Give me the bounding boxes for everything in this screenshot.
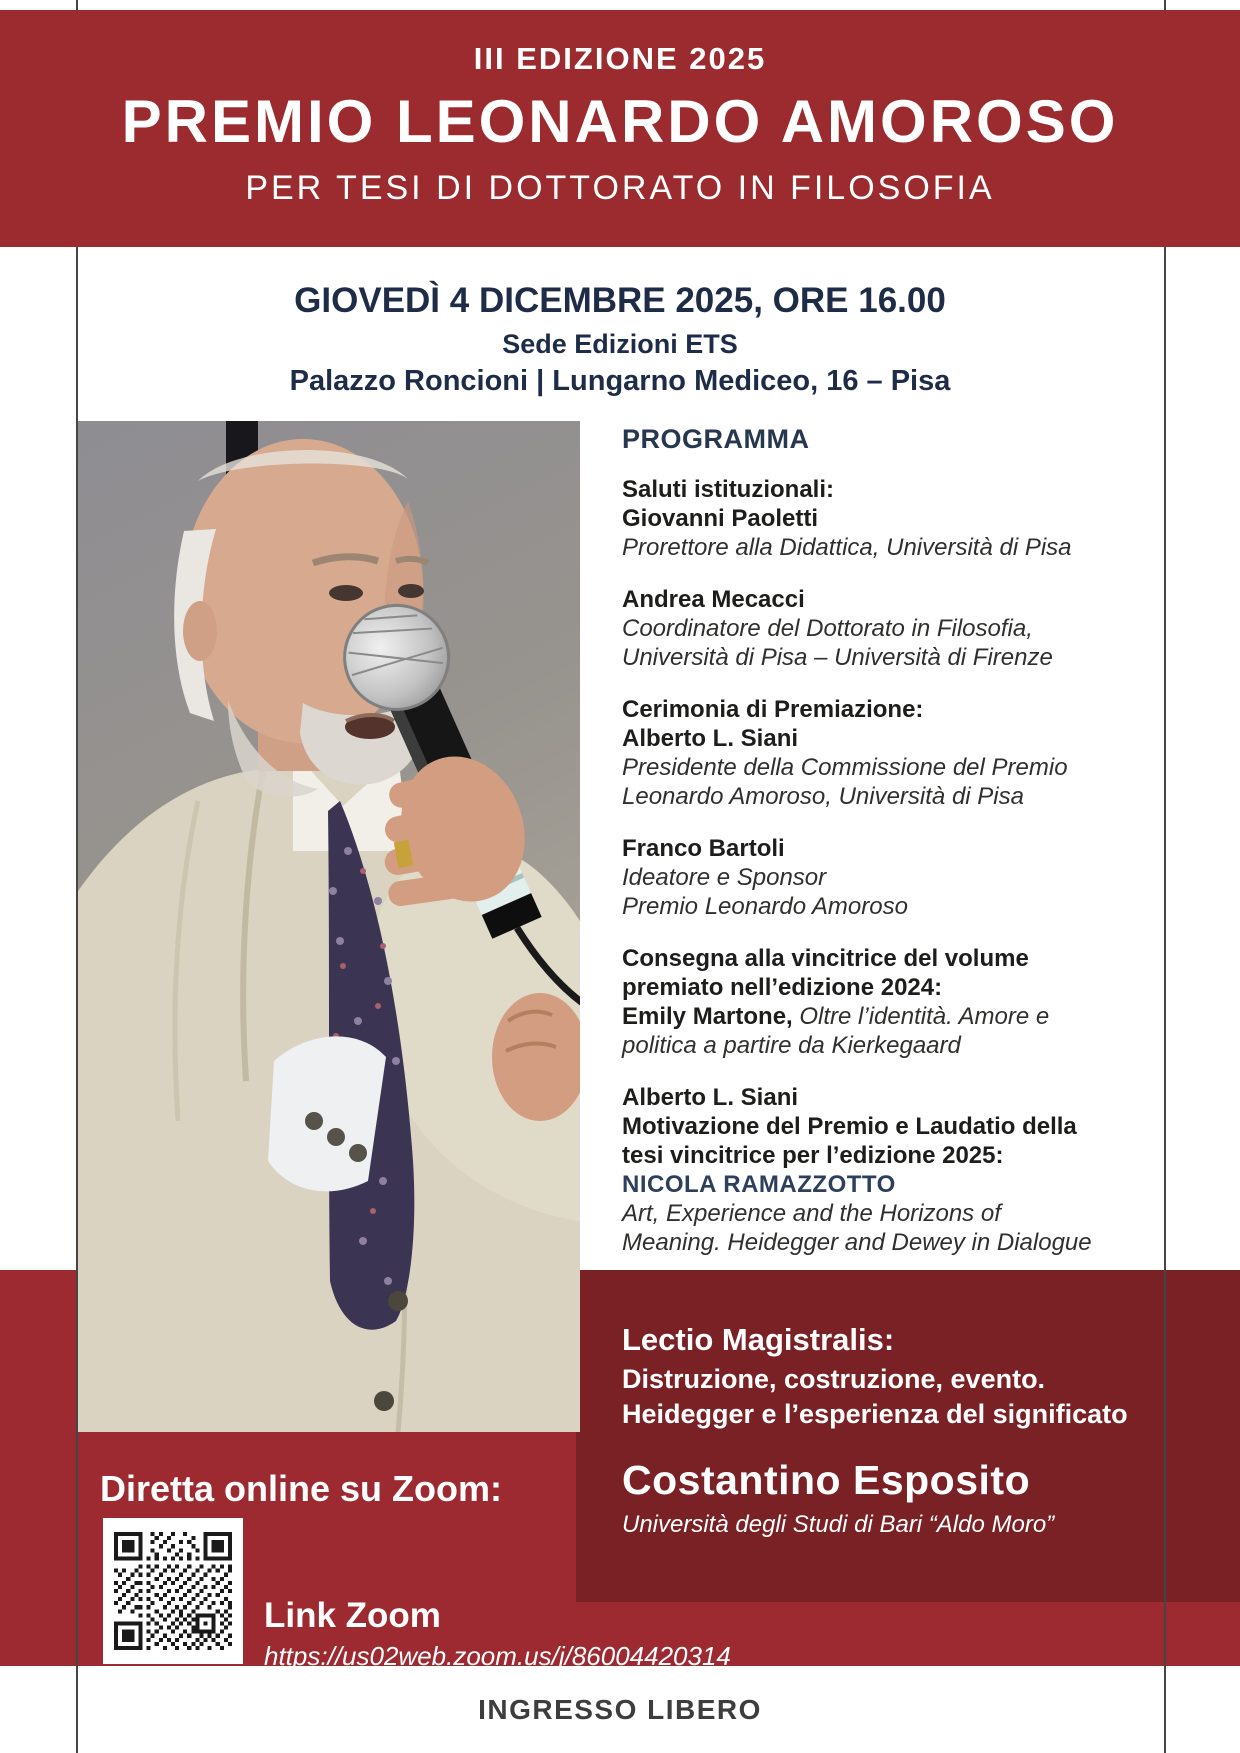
- zoom-link-title: Link Zoom: [264, 1596, 441, 1635]
- qr-code-icon: [114, 1532, 232, 1650]
- program-line: Presidente della Commissione del Premio: [622, 754, 1068, 781]
- header-banner: [0, 10, 1240, 247]
- program-line: Consegna alla vincitrice del volume: [622, 945, 1029, 972]
- poster-subtitle: PER TESI DI DOTTORATO IN FILOSOFIA: [245, 169, 995, 207]
- program-line: Leonardo Amoroso, Università di Pisa: [622, 783, 1024, 810]
- program-line: Meaning. Heidegger and Dewey in Dialogue: [622, 1229, 1092, 1256]
- program-line: premiato nell’edizione 2024:: [622, 974, 943, 1001]
- crop-mark-right: [1164, 0, 1166, 1753]
- program-line: Prorettore alla Didattica, Università di Pisa: [622, 534, 1072, 561]
- program-line: Alberto L. Siani: [622, 725, 799, 752]
- program-section: [622, 424, 1154, 1280]
- poster-title: PREMIO LEONARDO AMOROSO: [121, 88, 1119, 155]
- speaker-photo: [78, 421, 580, 1432]
- lectio-title: Distruzione, costruzione, evento. Heidegger e l’esperienza del significato: [622, 1364, 1128, 1429]
- program-line: Premio Leonardo Amoroso: [622, 893, 908, 920]
- event-venue: Sede Edizioni ETS: [502, 329, 738, 359]
- program-item: [622, 834, 1154, 921]
- zoom-live-label: Diretta online su Zoom:: [100, 1468, 503, 1509]
- speaker-with-microphone-illustration: [78, 421, 580, 1432]
- program-item: [622, 585, 1154, 672]
- program-line: Ideatore e Sponsor: [622, 864, 827, 891]
- zoom-link-url[interactable]: https://us02web.zoom.us/j/86004420314: [264, 1641, 731, 1671]
- qr-code: [103, 1518, 243, 1664]
- lectio-affiliation: Università degli Studi di Bari “Aldo Moro”: [622, 1511, 1055, 1538]
- program-item: [622, 944, 1154, 1060]
- program-line: tesi vincitrice per l’edizione 2025:: [622, 1142, 1004, 1169]
- program-line: NICOLA RAMAZZOTTO: [622, 1171, 896, 1198]
- program-line: Alberto L. Siani: [622, 1084, 799, 1111]
- program-item: [622, 695, 1154, 811]
- free-entry-note: INGRESSO LIBERO: [478, 1694, 762, 1725]
- program-item: [622, 1083, 1154, 1257]
- program-list: [622, 475, 1154, 1257]
- program-line: Motivazione del Premio e Laudatio della: [622, 1113, 1077, 1140]
- program-line: Cerimonia di Premiazione:: [622, 696, 924, 723]
- edition-label: III EDIZIONE 2025: [473, 41, 767, 76]
- program-heading: PROGRAMMA: [622, 424, 810, 454]
- lectio-heading: Lectio Magistralis:: [622, 1322, 895, 1357]
- program-line: politica a partire da Kierkegaard: [622, 1032, 961, 1059]
- program-line: Coordinatore del Dottorato in Filosofia,: [622, 615, 1033, 642]
- event-info-block: [0, 281, 1240, 398]
- program-line: Art, Experience and the Horizons of: [622, 1200, 1001, 1227]
- program-item: [622, 475, 1154, 562]
- event-datetime: GIOVEDÌ 4 DICEMBRE 2025, ORE 16.00: [294, 281, 946, 320]
- program-line: Franco Bartoli: [622, 835, 785, 862]
- program-line: Andrea Mecacci: [622, 586, 805, 613]
- program-line: Università di Pisa – Università di Firenze: [622, 644, 1053, 671]
- lectio-content: [622, 1322, 1134, 1539]
- program-line: Giovanni Paoletti: [622, 505, 819, 532]
- lectio-speaker: Costantino Esposito: [622, 1457, 1031, 1503]
- program-line: Saluti istituzionali:: [622, 476, 835, 503]
- event-address: Palazzo Roncioni | Lungarno Mediceo, 16 – Pisa: [289, 365, 951, 397]
- program-line: Emily Martone, Oltre l’identità. Amore e: [622, 1003, 1050, 1030]
